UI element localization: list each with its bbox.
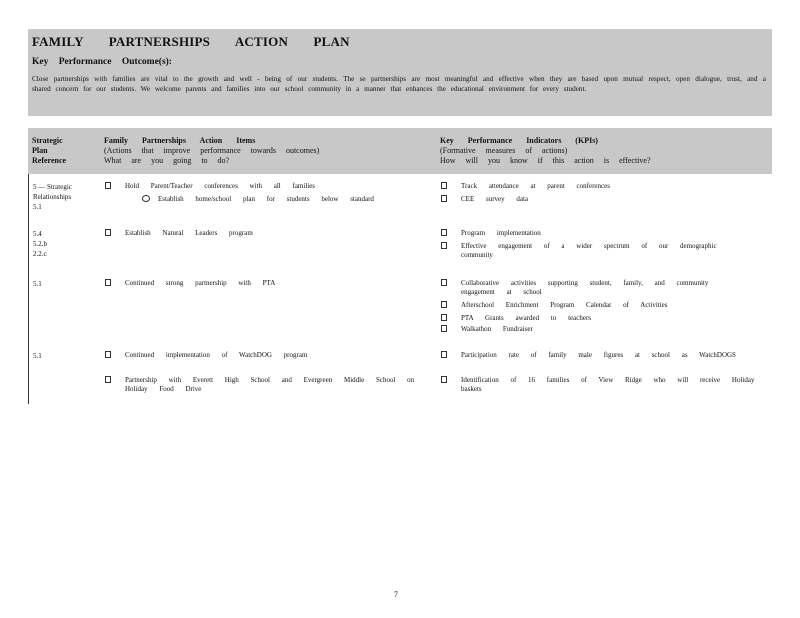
action-text: Partnership with Everett High School and Evergreen Middle School on Holiday Food Drive xyxy=(125,376,415,393)
kpi-text: Program implementation xyxy=(461,229,541,237)
kpi-item xyxy=(441,351,736,360)
kpi-item xyxy=(441,195,528,204)
bullet-icon xyxy=(105,229,111,236)
action-item xyxy=(105,182,315,191)
bullet-icon xyxy=(441,325,447,332)
kpi-text: Effective engagement of a wider spectrum of our demographic community xyxy=(461,242,717,259)
col3-title: Key Performance Indicators (KPIs) xyxy=(440,136,598,145)
action-text: Continued implementation of WatchDOG program xyxy=(125,351,308,359)
reference-cell xyxy=(33,229,103,259)
bullet-icon xyxy=(441,195,447,202)
bullet-icon xyxy=(105,376,111,383)
bullet-icon xyxy=(105,351,111,358)
reference-cell xyxy=(33,351,103,361)
reference-cell xyxy=(33,182,103,212)
circle-bullet-icon xyxy=(142,195,150,202)
action-text: Establish Natural Leaders program xyxy=(125,229,253,237)
table-row xyxy=(28,351,772,367)
kpi-item xyxy=(441,229,541,238)
action-text: Establish home/school plan for students below standard xyxy=(158,195,374,203)
kpi-text: Identification of 16 families of View Ridge who will receive Holiday baskets xyxy=(461,376,755,393)
kpi-item xyxy=(441,279,761,297)
ref-line: Relationships xyxy=(33,193,72,201)
bullet-icon xyxy=(105,279,111,286)
kpi-item xyxy=(441,182,610,191)
reference-cell xyxy=(33,279,103,289)
action-item xyxy=(105,229,253,238)
table-row xyxy=(28,279,772,339)
bullet-icon xyxy=(441,314,447,321)
col2-sub: What are you going to do? xyxy=(104,156,230,165)
kpi-text: PTA Grants awarded to teachers xyxy=(461,314,592,322)
col1-line: Strategic xyxy=(32,136,63,145)
bullet-icon xyxy=(441,376,447,383)
bullet-icon xyxy=(441,301,447,308)
col-header-actions xyxy=(104,136,319,166)
kpi-item xyxy=(441,314,591,323)
kpi-item xyxy=(441,376,766,394)
table-row xyxy=(28,182,772,222)
ref-line: 5.4 xyxy=(33,230,42,238)
table-header xyxy=(28,128,772,174)
kpi-item xyxy=(441,242,761,260)
plan-header xyxy=(28,29,772,116)
ref-line: 5.1 xyxy=(33,352,42,360)
ref-line: 2.2.c xyxy=(33,250,47,258)
table-row xyxy=(28,229,772,269)
page-number: 7 xyxy=(394,590,398,599)
ref-line: 5.2.b xyxy=(33,240,47,248)
intro-paragraph: Close partnerships with families are vital to the growth and well - being of our students. The se partnerships are most meaningful and effective when they are based upon mutual respect, open dialogue, trust, and a shared concern for our students. We welcome parents and families into our school community in a manner that enhances the educational environment for every student. xyxy=(32,75,766,93)
col3-sub: (Formative measures of actions) xyxy=(440,146,568,155)
bullet-icon xyxy=(441,182,447,189)
bullet-icon xyxy=(441,242,447,249)
action-text: Hold Parent/Teacher conferences with all families xyxy=(125,182,316,190)
kpi-text: Track attendance at parent conferences xyxy=(461,182,610,190)
col2-title: Family Partnerships Action Items xyxy=(104,136,256,145)
col2-sub: (Actions that improve performance towards outcomes) xyxy=(104,146,320,155)
bullet-icon xyxy=(441,279,447,286)
bullet-icon xyxy=(441,229,447,236)
kpi-item xyxy=(441,301,668,310)
ref-line: 5.1 xyxy=(33,280,42,288)
kpi-text: Afterschool Enrichment Program Calendar of Activities xyxy=(461,301,668,309)
table-row xyxy=(28,376,772,400)
action-text: Continued strong partnership with PTA xyxy=(125,279,276,287)
ref-line: 5 — Strategic xyxy=(33,183,72,191)
col3-sub: How will you know if this action is effective? xyxy=(440,156,651,165)
kpo-label: Key Performance Outcome(s): xyxy=(32,57,172,67)
col1-line: Reference xyxy=(32,156,67,165)
kpi-text: CEE survey data xyxy=(461,195,529,203)
bullet-icon xyxy=(105,182,111,189)
action-item xyxy=(105,279,275,288)
col-header-reference xyxy=(32,136,66,166)
action-subitem xyxy=(142,195,374,204)
kpi-text: Participation rate of family male figures at school as WatchDOGS xyxy=(461,351,736,359)
bullet-icon xyxy=(441,351,447,358)
kpi-text: Collaborative activities supporting student, family, and community engagement at school xyxy=(461,279,709,296)
page-title: FAMILY PARTNERSHIPS ACTION PLAN xyxy=(32,34,350,49)
col1-line: Plan xyxy=(32,146,48,155)
kpi-text: Walkathon Fundraiser xyxy=(461,325,533,333)
action-item xyxy=(105,376,425,394)
action-item xyxy=(105,351,307,360)
ref-line: 5.1 xyxy=(33,203,42,211)
col-header-kpis xyxy=(440,136,651,166)
kpi-item xyxy=(441,325,533,334)
